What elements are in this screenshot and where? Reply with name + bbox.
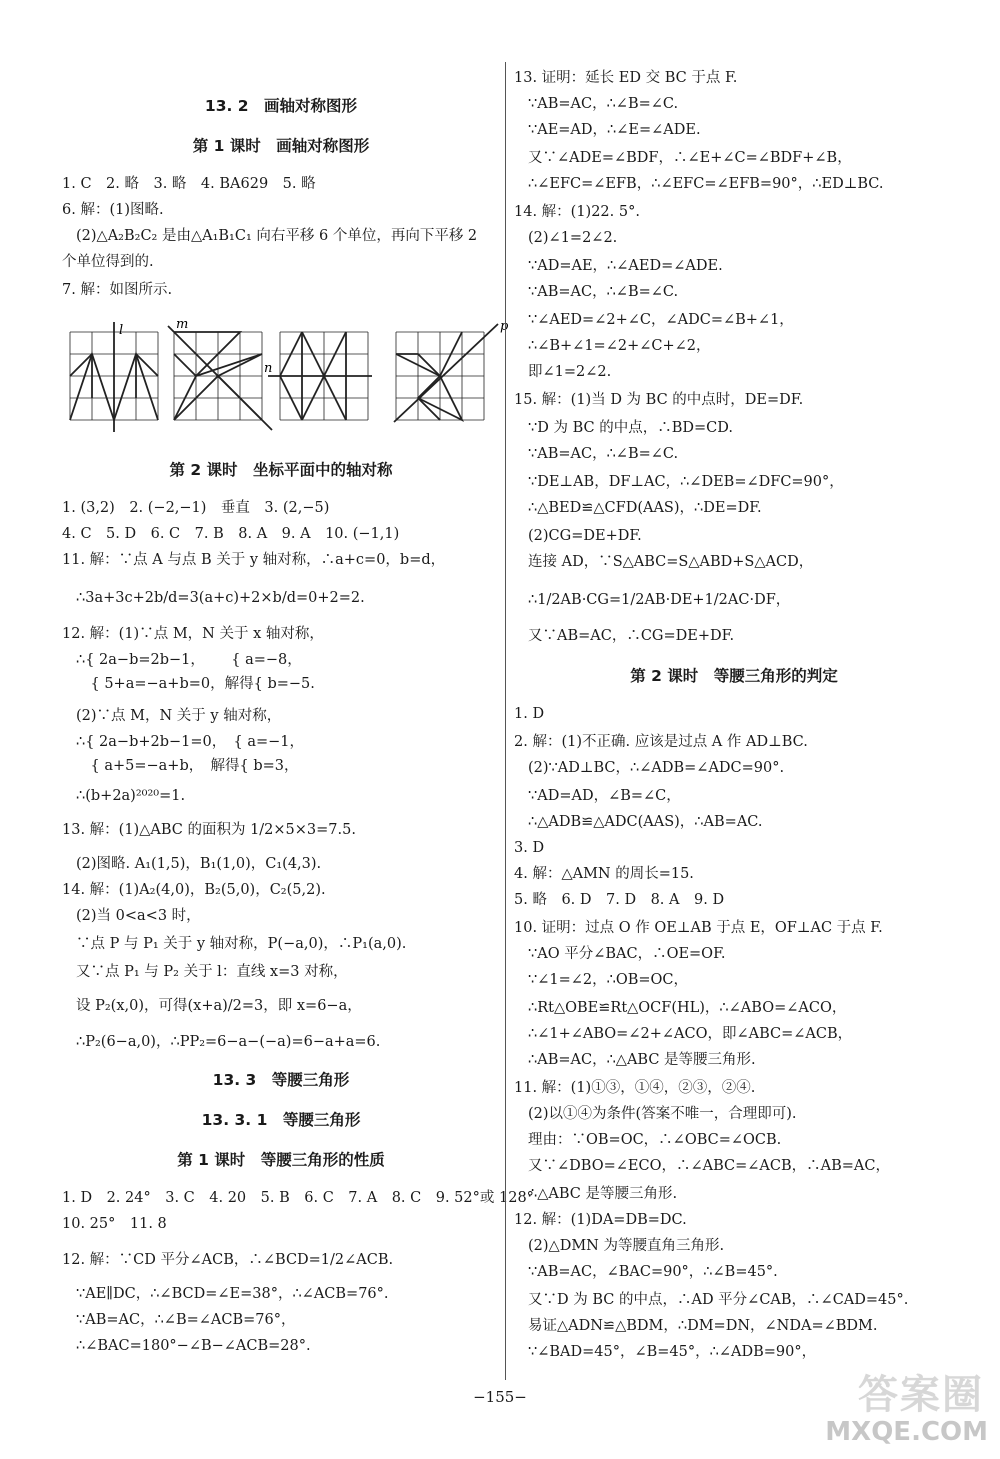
label-l: l	[119, 323, 124, 338]
shape	[174, 354, 196, 376]
answer-line: 10. 证明：过点 O 作 OE⊥AB 于点 E，OF⊥AC 于点 F.	[514, 920, 883, 936]
answer-line: (2)CG=DE+DF.	[528, 528, 642, 544]
section-heading: 第 1 课时 画轴对称图形	[192, 137, 370, 155]
answer-line: ∵AB=AC，∴∠B=∠C.	[528, 96, 679, 112]
watermark-top: 答案圈	[858, 1372, 984, 1418]
answer-line: ∵AB=AC，∴∠B=∠ACB=76°，	[76, 1312, 296, 1328]
answer-line: ∵D 为 BC 的中点，∴BD=CD.	[528, 420, 733, 436]
answer-line: ∴(b+2a)²⁰²⁰=1.	[76, 788, 186, 804]
answer-line: 4. C 5. D 6. C 7. B 8. A 9. A 10. (−1,1)	[62, 526, 400, 542]
answer-line: ∵∠AED=∠2+∠C，∠ADC=∠B+∠1，	[528, 312, 794, 328]
answer-line: 12. 解：(1)DA=DB=DC.	[514, 1212, 687, 1228]
answer-line: ∴∠B+∠1=∠2+∠C+∠2，	[528, 338, 711, 354]
answer-line: 7. 解：如图所示.	[62, 282, 173, 298]
answer-line: (2)以①④为条件(答案不唯一，合理即可).	[528, 1106, 797, 1122]
answer-line: ∵∠1=∠2，∴OB=OC，	[528, 972, 689, 988]
answer-line: ∵点 P 与 P₁ 关于 y 轴对称，P(−a,0)，∴P₁(a,0).	[76, 936, 407, 952]
page-number: −155−	[473, 1388, 527, 1406]
answer-line: 1. D	[514, 706, 545, 722]
axis-p	[394, 324, 498, 422]
label-n: n	[264, 361, 273, 376]
answer-line: 又∵∠ADE=∠BDF，∴∠E+∠C=∠BDF+∠B，	[528, 150, 852, 166]
answer-line: 又∵D 为 BC 的中点，∴AD 平分∠CAB，∴∠CAD=45°.	[528, 1292, 909, 1308]
answer-line: ∵AE=AD，∴∠E=∠ADE.	[528, 122, 701, 138]
label-m: m	[176, 317, 189, 332]
section-heading: 13. 2 画轴对称图形	[204, 97, 358, 115]
answer-line: ∴Rt△OBE≌Rt△OCF(HL)，∴∠ABO=∠ACO，	[528, 1000, 847, 1016]
answer-line: (2)△A₂B₂C₂ 是由△A₁B₁C₁ 向右平移 6 个单位，再向下平移 2	[76, 228, 478, 244]
answer-line: 10. 25° 11. 8	[62, 1216, 167, 1232]
answer-line: ∴P₂(6−a,0)，∴PP₂=6−a−(−a)=6−a+a=6.	[76, 1034, 381, 1050]
answer-line: 理由：∵OB=OC，∴∠OBC=∠OCB.	[528, 1132, 782, 1148]
answer-line: 11. 解：(1)①③，①④，②③，②④.	[514, 1080, 756, 1096]
answer-line: (2)图略. A₁(1,5)，B₁(1,0)，C₁(4,3).	[76, 856, 322, 872]
answer-line: ∴△ABC 是等腰三角形.	[528, 1186, 678, 1202]
watermark-logo	[810, 1361, 990, 1453]
answer-line: 易证△ADN≌△BDM，∴DM=DN，∠NDA=∠BDM.	[528, 1318, 878, 1334]
answer-line: 6. 解：(1)图略.	[62, 202, 164, 218]
answer-line: ∵AO 平分∠BAC，∴OE=OF.	[528, 946, 726, 962]
answer-line: 4. 解：△AMN 的周长=15.	[514, 866, 694, 882]
answer-line: 12. 解：∵CD 平分∠ACB，∴∠BCD=1/2∠ACB.	[62, 1252, 394, 1268]
answer-line: ∵AD=AD，∠B=∠C，	[528, 788, 681, 804]
answer-line: ∵AD=AE，∴∠AED=∠ADE.	[528, 258, 723, 274]
answer-line: ∴∠BAC=180°−∠B−∠ACB=28°.	[76, 1338, 311, 1354]
answer-line: ∴△BED≌△CFD(AAS)，∴DE=DF.	[528, 500, 762, 516]
label-p: p	[500, 319, 509, 334]
answer-line: ∴{ 2a−b=2b−1， { a=−8，	[76, 652, 302, 668]
answer-line: ∴{ 2a−b+2b−1=0， { a=−1，	[76, 734, 305, 750]
column-divider	[505, 62, 506, 1380]
answer-line: (2)∠1=2∠2.	[528, 230, 618, 246]
answer-line: 个单位得到的.	[62, 254, 154, 270]
answer-line: 连接 AD，∵S△ABC=S△ABD+S△ACD，	[528, 554, 814, 570]
answer-line: ∵AB=AC，∴∠B=∠C.	[528, 284, 679, 300]
answer-line: 又∵点 P₁ 与 P₂ 关于 l：直线 x=3 对称，	[76, 964, 348, 980]
section-heading: 13. 3. 1 等腰三角形	[201, 1111, 361, 1129]
section-heading: 第 1 课时 等腰三角形的性质	[177, 1151, 385, 1169]
answer-line: 即∠1=2∠2.	[528, 364, 612, 380]
answer-line: { 5+a=−a+b=0，解得{ b=−5.	[76, 676, 315, 692]
answer-line: 1. (3,2) 2. (−2,−1) 垂直 3. (2,−5)	[62, 500, 330, 516]
answer-line: (2)当 0<a<3 时，	[76, 908, 201, 924]
answer-line: 又∵∠DBO=∠ECO，∴∠ABC=∠ACB，∴AB=AC，	[528, 1158, 890, 1174]
symmetry-figures	[62, 317, 509, 434]
answer-line: ∴∠1+∠ABO=∠2+∠ACO，即∠ABC=∠ACB，	[528, 1026, 853, 1042]
answer-line: 又∵AB=AC，∴CG=DE+DF.	[528, 628, 735, 644]
answer-line: ∵∠BAD=45°，∠B=45°，∴∠ADB=90°，	[528, 1344, 817, 1360]
answer-line: 3. D	[514, 840, 545, 856]
answer-line: 12. 解：(1)∵点 M，N 关于 x 轴对称，	[62, 626, 324, 642]
answer-line: ∵AE∥DC，∴∠BCD=∠E=38°，∴∠ACB=76°.	[76, 1286, 389, 1302]
answer-line: 1. D 2. 24° 3. C 4. 20 5. B 6. C 7. A 8. C 9. 52°或 128°	[62, 1190, 534, 1206]
answer-line: 1. C 2. 略 3. 略 4. BA629 5. 略	[62, 176, 316, 192]
section-heading: 第 2 课时 等腰三角形的判定	[630, 667, 838, 685]
answer-line: ∵AB=AC，∴∠B=∠C.	[528, 446, 679, 462]
answer-line: ∵DE⊥AB，DF⊥AC，∴∠DEB=∠DFC=90°，	[528, 474, 844, 490]
answer-line: 5. 略 6. D 7. D 8. A 9. D	[514, 892, 725, 908]
answer-line: ∴1/2AB·CG=1/2AB·DE+1/2AC·DF，	[528, 592, 791, 608]
answer-line: 13. 证明：延长 ED 交 BC 于点 F.	[514, 70, 738, 86]
section-heading: 13. 3 等腰三角形	[212, 1071, 350, 1089]
section-heading: 第 2 课时 坐标平面中的轴对称	[169, 461, 393, 479]
answer-line: 13. 解：(1)△ABC 的面积为 1/2×5×3=7.5.	[62, 822, 356, 838]
answer-line: ∴AB=AC，∴△ABC 是等腰三角形.	[528, 1052, 756, 1068]
answer-line: (2)∵AD⊥BC，∴∠ADB=∠ADC=90°.	[528, 760, 785, 776]
answer-line: 设 P₂(x,0)，可得(x+a)/2=3，即 x=6−a，	[76, 998, 362, 1014]
answer-line: 14. 解：(1)A₂(4,0)，B₂(5,0)，C₂(5,2).	[62, 882, 326, 898]
answer-line: 2. 解：(1)不正确. 应该是过点 A 作 AD⊥BC.	[514, 734, 808, 750]
answer-line: (2)△DMN 为等腰直角三角形.	[528, 1238, 725, 1254]
answer-line: (2)∵点 M，N 关于 y 轴对称，	[76, 708, 282, 724]
answer-line: ∴△ADB≌△ADC(AAS)，∴AB=AC.	[528, 814, 763, 830]
answer-line: ∴∠EFC=∠EFB，∴∠EFC=∠EFB=90°，∴ED⊥BC.	[528, 176, 884, 192]
answer-line: 15. 解：(1)当 D 为 BC 的中点时，DE=DF.	[514, 392, 804, 408]
answer-line: ∵AB=AC，∠BAC=90°，∴∠B=45°.	[528, 1264, 778, 1280]
answer-line: 11. 解：∵点 A 与点 B 关于 y 轴对称，∴a+c=0，b=d，	[62, 552, 446, 568]
answer-line: { a+5=−a+b， 解得{ b=3，	[76, 758, 299, 774]
answer-line: ∴3a+3c+2b/d=3(a+c)+2×b/d=0+2=2.	[76, 590, 365, 606]
answer-line: 14. 解：(1)22. 5°.	[514, 204, 640, 220]
watermark-bottom: MXQE.COM	[825, 1417, 988, 1447]
